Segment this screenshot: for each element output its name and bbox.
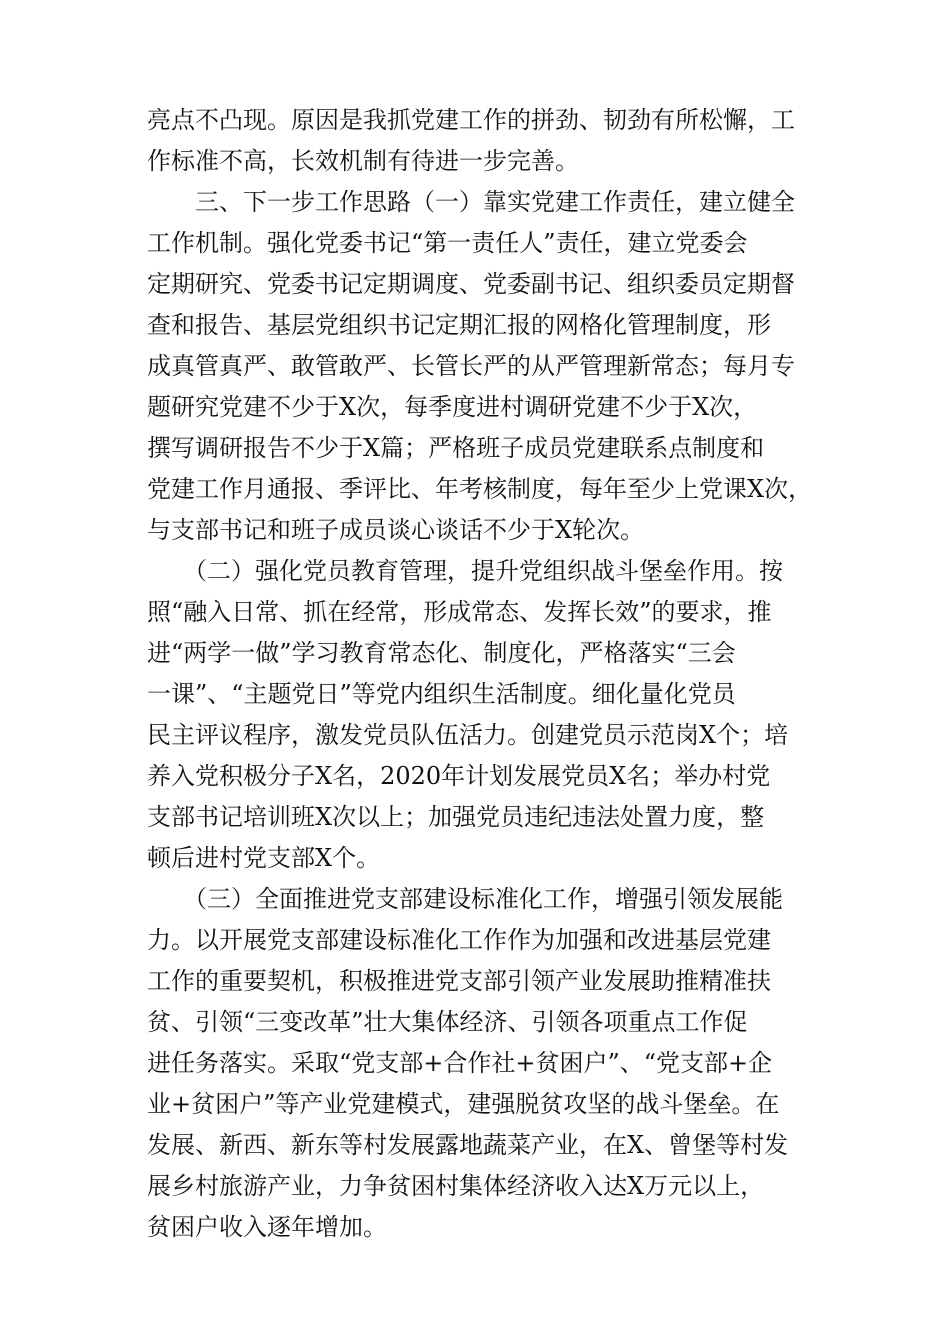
text-line: 工作的重要契机，积极推进党支部引领产业发展助推精准扶 [147,967,771,995]
text-line: 题研究党建不少于X次，每季度进村调研党建不少于X次， [147,393,758,421]
text-line: 查和报告、基层党组织书记定期汇报的网格化管理制度，形 [147,311,771,339]
text-line: 顿后进村党支部X个。 [147,844,381,872]
text-line: 一课”、“主题党日”等党内组织生活制度。细化量化党员 [147,680,736,708]
text-line: 发展、新西、新东等村发展露地蔬菜产业，在X、曾堡等村发 [147,1131,789,1159]
text-line: （三）全面推进党支部建设标准化工作，增强引领发展能 [147,885,783,913]
text-line: 支部书记培训班X次以上；加强党员违纪违法处置力度，整 [147,803,765,831]
text-line: 党建工作月通报、季评比、年考核制度，每年至少上党课X次， [147,475,813,503]
text-line: 进“两学一做”学习教育常态化、制度化，严格落实“三会 [147,639,736,667]
text-line: 业+贫困户”等产业党建模式，建强脱贫攻坚的战斗堡垒。在 [147,1090,780,1118]
text-line: 工作机制。强化党委书记“第一责任人”责任，建立党委会 [147,229,748,257]
text-line: 贫、引领“三变改革”壮大集体经济、引领各项重点工作促 [147,1008,748,1036]
text-line: 力。以开展党支部建设标准化工作作为加强和改进基层党建 [147,926,771,954]
text-line: 民主评议程序，激发党员队伍活力。创建党员示范岗X个；培 [147,721,789,749]
text-line: 照“融入日常、抓在经常，形成常态、发挥长效”的要求，推 [147,598,772,626]
text-line: 进任务落实。采取“党支部+合作社+贫困户”、“党支部+企 [147,1049,773,1077]
text-line: 亮点不凸现。原因是我抓党建工作的拼劲、韧劲有所松懈，工 [147,106,795,134]
text-line: 撰写调研报告不少于X篇；严格班子成员党建联系点制度和 [147,434,765,462]
text-line: 养入党积极分子X名，2020年计划发展党员X名；举办村党 [147,762,771,790]
text-line: 三、下一步工作思路（一）靠实党建工作责任，建立健全 [147,188,795,216]
text-line: 与支部书记和班子成员谈心谈话不少于X轮次。 [147,516,645,544]
text-line: 作标准不高，长效机制有待进一步完善。 [147,147,579,175]
text-line: 展乡村旅游产业，力争贫困村集体经济收入达X万元以上， [147,1172,765,1200]
text-line: 贫困户收入逐年增加。 [147,1213,387,1241]
text-line: 定期研究、党委书记定期调度、党委副书记、组织委员定期督 [147,270,795,298]
body-text [147,100,827,1248]
text-line: 成真管真严、敢管敢严、长管长严的从严管理新常态；每月专 [147,352,795,380]
text-line: （二）强化党员教育管理，提升党组织战斗堡垒作用。按 [147,557,783,585]
